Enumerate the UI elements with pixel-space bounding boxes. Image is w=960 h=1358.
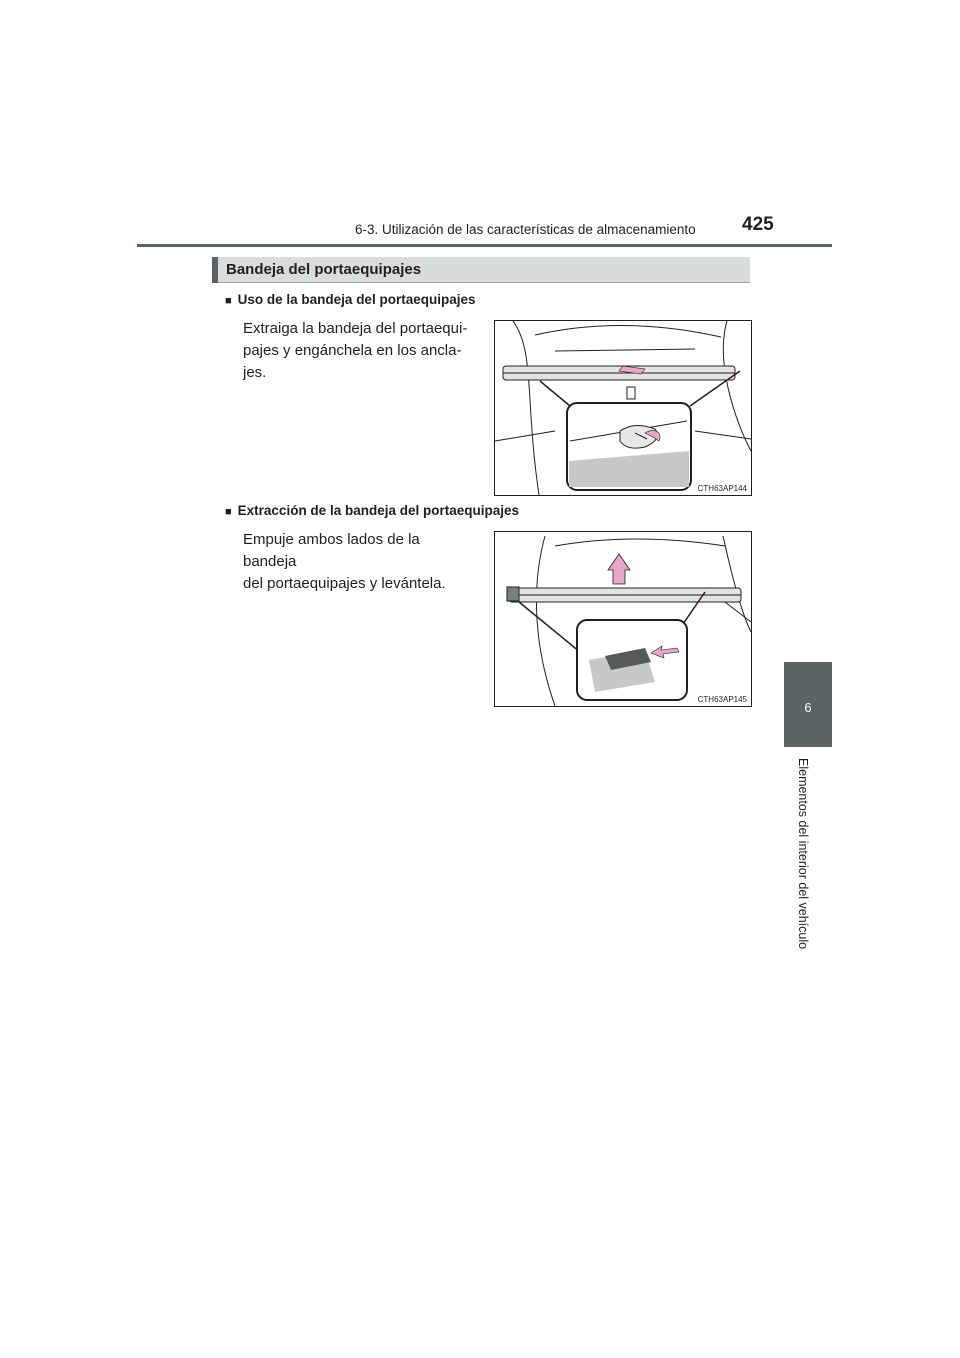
cargo-illustration bbox=[495, 532, 751, 706]
cargo-illustration bbox=[495, 321, 751, 495]
body-line: Empuje ambos lados de la bandeja bbox=[243, 531, 420, 570]
item-heading-text: Uso de la bandeja del portaequipajes bbox=[237, 292, 476, 307]
running-head: 6-3. Utilización de las características de almacenamiento bbox=[355, 222, 696, 237]
body-line: del portaequipajes y levántela. bbox=[243, 575, 446, 592]
body-line: Extraiga la bandeja del portaequi- bbox=[243, 320, 468, 337]
figure-cargo-cover-remove bbox=[494, 531, 752, 707]
page-number: 425 bbox=[742, 214, 774, 235]
figure-cargo-cover-install bbox=[494, 320, 752, 496]
item-heading bbox=[225, 502, 519, 520]
header-rule bbox=[137, 244, 832, 247]
section-title: Bandeja del portaequipajes bbox=[226, 261, 422, 278]
chapter-number: 6 bbox=[804, 700, 812, 715]
item-body bbox=[243, 318, 475, 384]
bullet-square-icon: ■ bbox=[225, 506, 232, 518]
figure-code: CTH63AP145 bbox=[697, 695, 747, 704]
item-heading bbox=[225, 291, 475, 309]
item-body bbox=[243, 529, 475, 595]
body-line: jes. bbox=[243, 364, 267, 381]
section-marker bbox=[212, 257, 218, 283]
body-line: pajes y engánchela en los ancla- bbox=[243, 342, 462, 359]
chapter-title: Elementos del interior del vehículo bbox=[796, 758, 810, 950]
item-heading-text: Extracción de la bandeja del portaequipajes bbox=[237, 503, 519, 518]
figure-code: CTH63AP144 bbox=[697, 484, 747, 493]
bullet-square-icon: ■ bbox=[225, 295, 232, 307]
